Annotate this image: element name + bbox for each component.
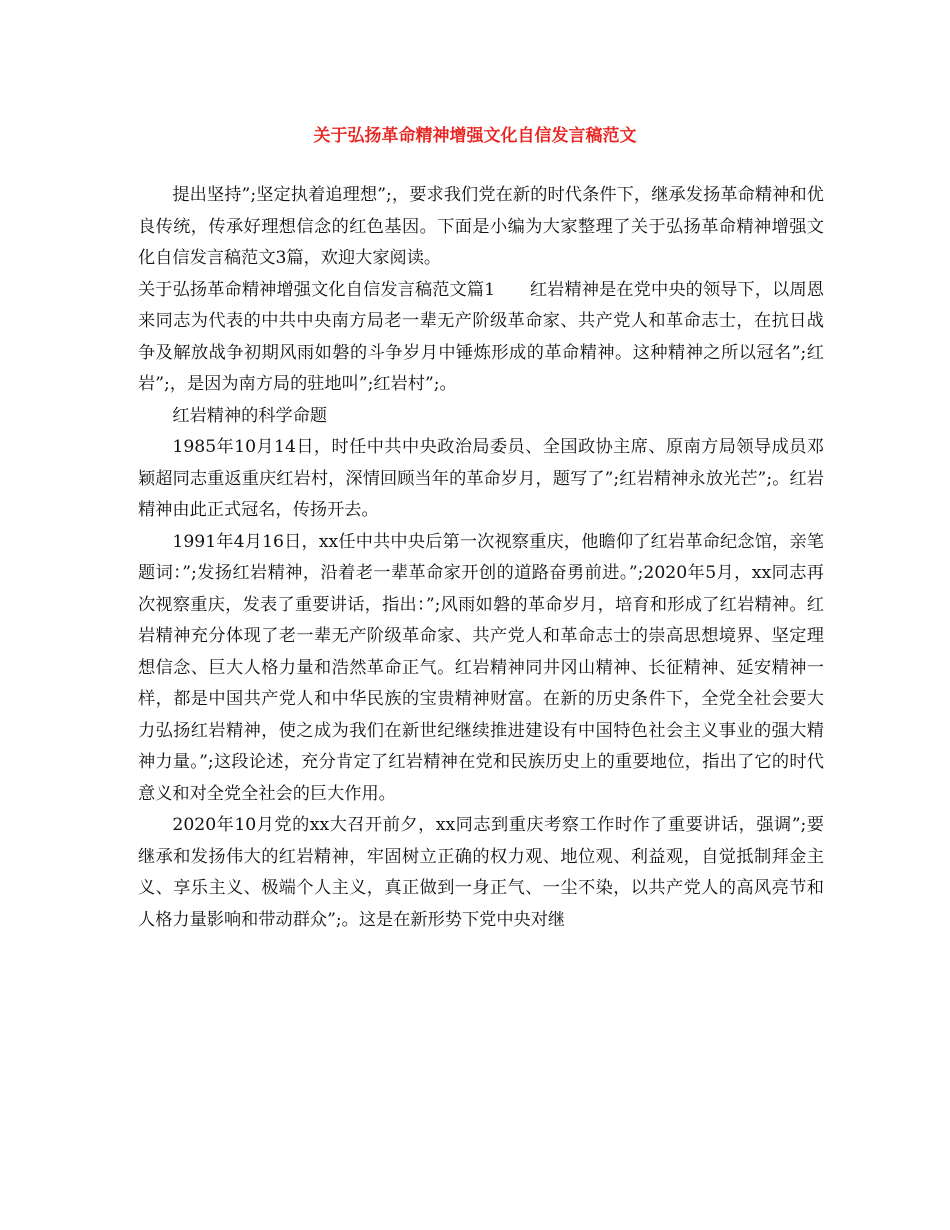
paragraph-1985: 1985年10月14日，时任中共中央政治局委员、全国政协主席、原南方局领导成员邓颖超同志重返重庆红岩村，深情回顾当年的革命岁月，题写了”;红岩精神永放光芒”;。红岩精神由此正式冠名，传扬开去。 [138,437,824,520]
paragraph-1991: 1991年4月16日，xx任中共中央后第一次视察重庆，他瞻仰了红岩革命纪念馆，亲笔题词：”;发扬红岩精神，沿着老一辈革命家开创的道路奋勇前进。”;2020年5月，xx同志再次视察重庆，发表了重要讲话，指出：”;风雨如磐的革命岁月，培育和形成了红岩精神。红岩精神充分体现了老一辈无产阶级革命家、共产党人和革命志士的崇高思想境界、坚定理想信念、巨大人格力量和浩然革命正气。红岩精神同井冈山精神、长征精神、延安精神一样，都是中国共产党人和中华民族的宝贵精神财富。在新的历史条件下，全党全社会要大力弘扬红岩精神，使之成为我们在新世纪继续推进建设有中国特色社会主义事业的强大精神力量。”;这段论述，充分肯定了红岩精神在党和民族历史上的重要地位，指出了它的时代意义和对全党全社会的巨大作用。 [138,531,824,804]
document-title: 关于弘扬革命精神增强文化自信发言稿范文 [313,126,637,146]
paragraph-intro: 提出坚持”;坚定执着追理想”;，要求我们党在新的时代条件下，继承发扬革命精神和优良传统，传承好理想信念的红色基因。下面是小编为大家整理了关于弘扬革命精神增强文化自信发言稿范文3篇，欢迎大家阅读。 [138,185,824,268]
section-heading: 红岩精神的科学命题 [172,405,328,426]
paragraph-2020: 2020年10月党的xx大召开前夕，xx同志到重庆考察工作时作了重要讲话，强调”;要继承和发扬伟大的红岩精神，牢固树立正确的权力观、地位观、利益观，自觉抵制拜金主义、享乐主义、极端个人主义，真正做到一身正气、一尘不染，以共产党人的高风亮节和人格力量影响和带动群众”;。这是在新形势下党中央对继 [138,815,824,930]
document-body [138,180,824,936]
paragraph-article-1-opening: 关于弘扬革命精神增强文化自信发言稿范文篇1 红岩精神是在党中央的领导下，以周恩来同志为代表的中共中央南方局老一辈无产阶级革命家、共产党人和革命志士，在抗日战争及解放战争初期风雨如磐的斗争岁月中锤炼形成的革命精神。这种精神之所以冠名”;红岩”;，是因为南方局的驻地叫”;红岩村”;。 [138,279,824,394]
